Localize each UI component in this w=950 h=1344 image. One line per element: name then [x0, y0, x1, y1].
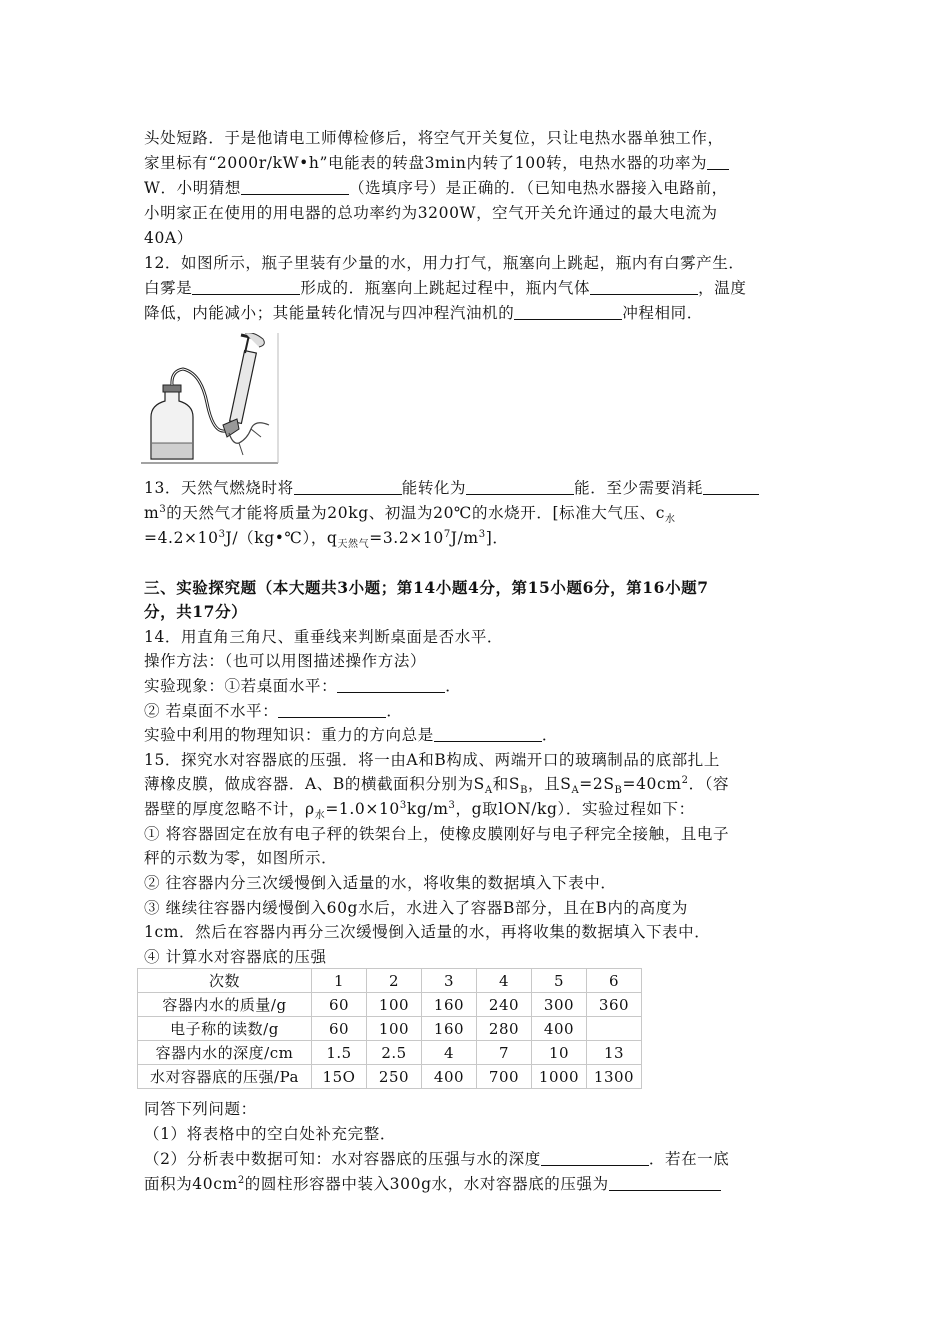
table-cell: 电子称的读数/g [138, 1017, 312, 1041]
table-cell: 7 [477, 1041, 532, 1065]
table-cell: 700 [477, 1065, 532, 1089]
text-line: 器壁的厚度忽略不计，$\rho_水=1.0\times 10^3kg/m^3$，g取lON/kg）．实验过程如下： [144, 799, 695, 822]
table-cell: 1 [312, 969, 367, 993]
table-cell: 250 [367, 1065, 422, 1089]
text-line: 40A） [144, 229, 193, 247]
text-line: （1）将表格中的空白处补充完整． [144, 1125, 396, 1143]
question-15: 15．探究水对容器底的压强．将一由A和B构成、两端开口的玻璃制品的底部扎上 [144, 751, 721, 769]
table-cell: 5 [532, 969, 587, 993]
text-line: 白雾是 形成的．瓶塞向上跳起过程中，瓶内气体 ，温度 [144, 279, 747, 297]
text-line: 实验中利用的物理知识：重力的方向总是 ． [144, 726, 558, 744]
text-line: W．小明猜想 （选填序号）是正确的．（已知电热水器接入电路前， [144, 179, 728, 197]
answer-blank [466, 478, 574, 495]
text-line: 薄橡皮膜，做成容器．A、B的横截面积分别为$S_A$和$S_B$，且$S_A=2S_B=40cm^2$．（容 [144, 774, 730, 797]
answer-blank [541, 1149, 649, 1166]
bottle-pump-figure [141, 333, 279, 465]
data-table [137, 968, 642, 1089]
text-line: 实验现象：①若桌面水平： ． [144, 677, 462, 695]
table-cell: 100 [367, 993, 422, 1017]
question-12: 12．如图所示，瓶子里装有少量的水，用力打气，瓶塞向上跳起，瓶内有白雾产生． [144, 254, 745, 272]
table-cell: 次数 [138, 969, 312, 993]
table-cell: 水对容器底的压强/Pa [138, 1065, 312, 1089]
text-line: 操作方法：（也可以用图描述操作方法） [144, 652, 427, 670]
text-line: （2）分析表中数据可知：水对容器底的压强与水的深度 ．若在一底 [144, 1150, 730, 1168]
table-cell: 1300 [587, 1065, 642, 1089]
table-cell: 15O [312, 1065, 367, 1089]
table-cell: 360 [587, 993, 642, 1017]
text-line: ② 若桌面不水平： ． [144, 702, 403, 720]
table-row [138, 1017, 642, 1041]
section-heading: 分，共17分） [144, 602, 248, 621]
table-cell: 160 [422, 993, 477, 1017]
text-line: 同答下列问题： [144, 1100, 257, 1118]
text-line: 家里标有“2000r/kW•h”电能表的转盘3min内转了100转，电热水器的功率为 [144, 151, 804, 175]
table-row [138, 1041, 642, 1065]
answer-blank [434, 725, 542, 742]
table-cell: 60 [312, 993, 367, 1017]
table-cell: 100 [367, 1017, 422, 1041]
text-line: ① 将容器固定在放有电子秤的铁架台上，使橡皮膜刚好与电子秤完全接触，且电子 [144, 825, 730, 843]
table-cell: 160 [422, 1017, 477, 1041]
text-line: 降低，内能减小；其能量转化情况与四冲程汽油机的 冲程相同． [144, 304, 703, 322]
table-cell: 400 [422, 1065, 477, 1089]
table-row [138, 1065, 642, 1089]
text-line: 小明家正在使用的用电器的总功率约为3200W，空气开关允许通过的最大电流为 [144, 204, 718, 222]
answer-blank [241, 178, 349, 195]
text-line: $m^3$的天然气才能将质量为20kg、初温为20℃的水烧开．[标准大气压、$c_水$ [144, 503, 676, 526]
table-cell: 280 [477, 1017, 532, 1041]
question-13: 13．天然气燃烧时将 能转化为 能．至少需要消耗 [144, 476, 804, 500]
table-header-row [138, 969, 642, 993]
table-cell: 300 [532, 993, 587, 1017]
table-cell: 6 [587, 969, 642, 993]
table-cell: 3 [422, 969, 477, 993]
text-line: 秤的示数为零，如图所示． [144, 849, 338, 867]
answer-blank [703, 478, 759, 495]
answer-blank [514, 303, 622, 320]
answer-blank [294, 478, 402, 495]
answer-blank [590, 278, 698, 295]
table-cell: 240 [477, 993, 532, 1017]
table-cell: 容器内水的深度/cm [138, 1041, 312, 1065]
table-cell: 1000 [532, 1065, 587, 1089]
table-cell: 10 [532, 1041, 587, 1065]
table-cell: 13 [587, 1041, 642, 1065]
table-cell: 4 [477, 969, 532, 993]
answer-blank [278, 701, 386, 718]
text-line: 面积为$40cm^2$的圆柱形容器中装入300g水，水对容器底的压强为 [144, 1172, 804, 1196]
text-line: $=4.2\times 10^3J/(kg•℃)$，$q_{天然气}=3.2\times 10^7J/m^3$]． [144, 528, 509, 551]
table-cell: 4 [422, 1041, 477, 1065]
table-cell: 2 [367, 969, 422, 993]
table-row [138, 993, 642, 1017]
text-line: 头处短路．于是他请电工师傅检修后，将空气开关复位，只让电热水器单独工作， [144, 129, 724, 147]
text-line: ④ 计算水对容器底的压强 [144, 948, 327, 966]
text-line: ② 往容器内分三次缓慢倒入适量的水，将收集的数据填入下表中． [144, 874, 617, 892]
table-cell: 60 [312, 1017, 367, 1041]
table-cell: 400 [532, 1017, 587, 1041]
table-cell: 2.5 [367, 1041, 422, 1065]
table-cell: 容器内水的质量/g [138, 993, 312, 1017]
table-cell: 1.5 [312, 1041, 367, 1065]
text-line: ③ 继续往容器内缓慢倒入60g水后，水进入了容器B部分，且在B内的高度为 [144, 899, 688, 917]
answer-blank [192, 278, 300, 295]
answer-blank [707, 153, 729, 170]
answer-blank [337, 676, 445, 693]
text-line: 1cm．然后在容器内再分三次缓慢倒入适量的水，再将收集的数据填入下表中． [144, 923, 711, 941]
answer-blank [609, 1174, 721, 1191]
table-cell-empty [587, 1017, 642, 1041]
section-heading: 三、实验探究题（本大题共3小题；第14小题4分，第15小题6分，第16小题7 [144, 578, 709, 597]
question-14: 14．用直角三角尺、重垂线来判断桌面是否水平． [144, 628, 504, 646]
